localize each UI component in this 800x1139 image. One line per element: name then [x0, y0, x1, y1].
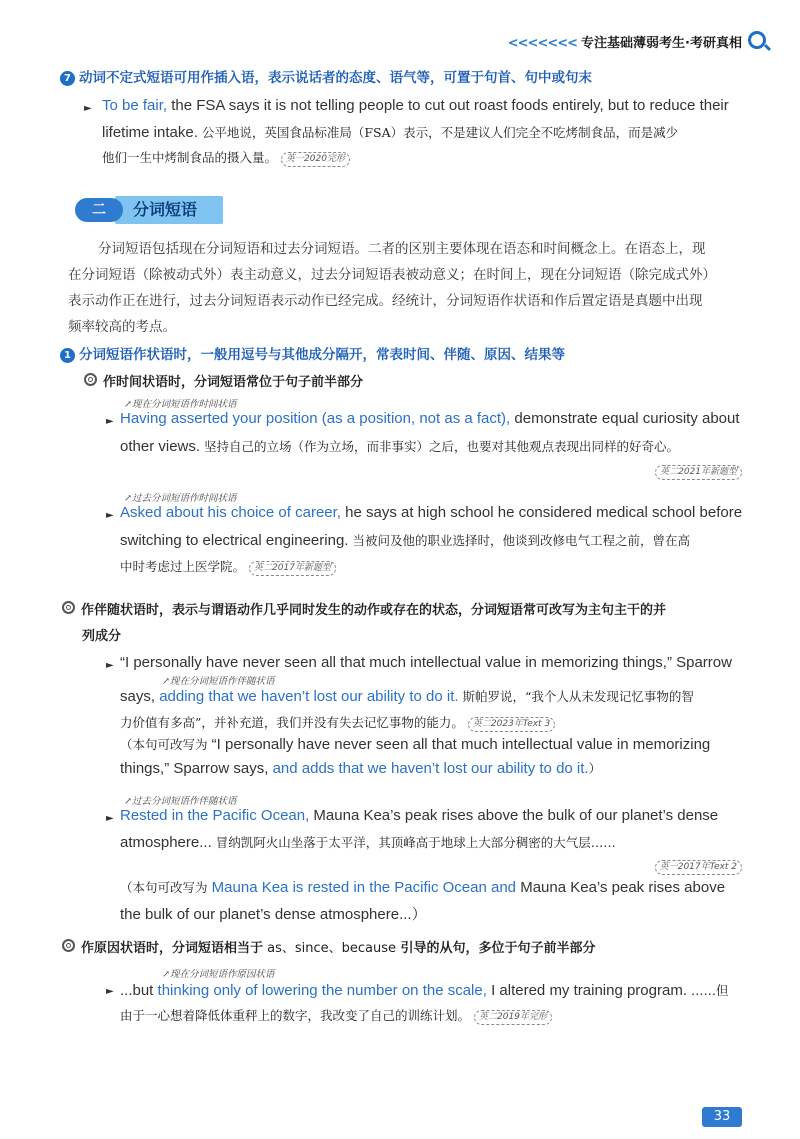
- example-6-highlight: thinking only of lowering the number on the scale,: [157, 982, 487, 999]
- sub-accomp-text-1: 作伴随状语时，表示与谓语动作几乎同时发生的动作或存在的状态，分词短语常可改写为主句主干的并: [81, 603, 667, 618]
- intro-text-2: 在分词短语（除被动式外）表主动意义，过去分词短语表被动意义；在时间上，现在分词短语（除完成式外）: [68, 267, 716, 283]
- running-header: [508, 32, 742, 51]
- example-4-line-3: [120, 712, 555, 732]
- intro-text-1: 分词短语包括现在分词短语和过去分词短语。二者的区别主要体现在语态和时间概念上。在语态上，现: [98, 241, 706, 257]
- example-4-line-1: [120, 654, 732, 671]
- example-3-line-3: [120, 556, 336, 576]
- bullet-icon: ►: [84, 103, 92, 114]
- example-1-zh-2: 他们一生中烤制食品的摄入量。: [102, 150, 278, 165]
- ring-bullet-icon: [62, 601, 75, 614]
- example-3-en-2: switching to electrical engineering.: [120, 532, 349, 549]
- bullet-icon: ►: [106, 813, 114, 824]
- example-4-en: “I personally have never seen all that much intellectual value in memorizing things,” Sparrow: [120, 654, 732, 671]
- note-text: 现在分词短语作原因状语: [169, 969, 275, 980]
- rewrite-en-2: the bulk of our planet’s dense atmosphere...）: [120, 906, 427, 923]
- source-tag: 英一2017年Text 2: [655, 860, 742, 875]
- ring-bullet-icon: [84, 373, 97, 386]
- sub-heading-time: [84, 371, 363, 390]
- example-5-highlight: Rested in the Pacific Ocean,: [120, 807, 310, 824]
- annotation-note: ↗现在分词短语作时间状语: [124, 399, 237, 410]
- bullet-icon: ►: [106, 986, 114, 997]
- point-number-badge: 1: [60, 348, 75, 363]
- source-tag: 英二2019年完形: [474, 1010, 552, 1025]
- source-tag: 英二2017年新题型: [249, 561, 336, 576]
- note-text: 现在分词短语作时间状语: [131, 399, 237, 410]
- ring-bullet-icon: [62, 939, 75, 952]
- sub-heading-accompany: [62, 599, 666, 618]
- intro-text-3: 表示动作正在进行，过去分词短语表示动作已经完成。经统计，分词短语作状语和作后置定语是真题中出现: [68, 293, 703, 309]
- example-4-rewrite-1: [120, 734, 710, 753]
- example-1-en-2: lifetime intake.: [102, 124, 198, 141]
- example-1-highlight: To be fair,: [102, 97, 168, 114]
- example-1-en: the FSA says it is not telling people to cut out roast foods entirely, but to reduce their: [167, 97, 729, 114]
- example-6-en: I altered my training program.: [486, 982, 687, 999]
- example-2-line-2: [120, 436, 679, 455]
- example-5-line-1: [120, 807, 718, 824]
- sub-reason-text-a: 作原因状语时，分词短语相当于: [81, 941, 264, 956]
- rewrite-end: ）: [588, 761, 602, 776]
- source-tag-wrap: [651, 855, 742, 875]
- rewrite-label: （本句可改写为: [120, 880, 208, 895]
- source-tag-wrap: [651, 460, 742, 480]
- intro-line-3: [68, 288, 728, 315]
- example-2-zh: 坚持自己的立场（作为立场，而非事实）之后，也要对其他观点表现出同样的好奇心。: [200, 439, 680, 454]
- example-5-en: Mauna Kea’s peak rises above the bulk of our planet’s dense: [309, 807, 719, 824]
- note-text: 现在分词短语作伴随状语: [169, 676, 275, 687]
- sub-reason-text-c: 引导的从句，多位于句子前半部分: [396, 941, 596, 956]
- example-6-line-2: [120, 1005, 552, 1025]
- example-5-rewrite-1: [120, 877, 725, 896]
- point-1-heading: [60, 343, 565, 363]
- source-tag: 英一2020完形: [281, 152, 350, 167]
- rewrite-en: Mauna Kea’s peak rises above: [516, 879, 726, 896]
- example-3-line-2: [120, 530, 690, 549]
- example-5-line-2: [120, 832, 616, 851]
- bullet-icon: ►: [106, 416, 114, 427]
- note-text: 过去分词短语作伴随状语: [131, 796, 237, 807]
- example-5-rewrite-2: [120, 903, 427, 924]
- example-1-line-2: [102, 122, 678, 141]
- annotation-note: ↗现在分词短语作伴随状语: [162, 676, 275, 687]
- source-tag: 英二2023年Text 3: [468, 717, 555, 732]
- bullet-icon: ►: [106, 660, 114, 671]
- example-4-rewrite-2: [120, 758, 601, 777]
- example-3-en: he says at high school he considered medical school before: [340, 504, 743, 521]
- example-5-en-2: atmosphere...: [120, 834, 212, 851]
- example-2-line-1: [120, 410, 740, 427]
- rewrite-en: “I personally have never seen all that much intellectual value in memorizing: [207, 736, 711, 753]
- bullet-icon: ►: [106, 510, 114, 521]
- page-number: 33: [702, 1107, 742, 1127]
- example-5-zh: 冒纳凯阿火山坐落于太平洋，其顶峰高于地球上大部分稠密的大气层……: [211, 835, 616, 850]
- example-6-en-pre: ...but: [120, 982, 158, 999]
- example-2-en: demonstrate equal curiosity about: [510, 410, 740, 427]
- example-4-highlight: adding that we haven’t lost our ability to do it.: [159, 688, 459, 705]
- sub-time-text: 作时间状语时，分词短语常位于句子前半部分: [103, 375, 364, 390]
- note-text: 过去分词短语作时间状语: [131, 493, 237, 504]
- header-title: 专注基础薄弱考生: [581, 36, 686, 51]
- section-number: 二: [75, 198, 123, 222]
- example-6-zh: 由于一心想着降低体重秤上的数字，我改变了自己的训练计划。: [120, 1008, 471, 1023]
- intro-line-1: [98, 236, 758, 263]
- example-4-zh-2: 力价值有多高”，并补充道，我们并没有失去记忆事物的能力。: [120, 715, 464, 730]
- sub-heading-reason: [62, 937, 596, 956]
- example-1-line-3: [102, 147, 350, 167]
- point-1-text: 分词短语作状语时，一般用逗号与其他成分隔开，常表时间、伴随、原因、结果等: [79, 347, 565, 363]
- search-icon: [748, 31, 766, 49]
- point-7-text: 动词不定式短语可用作插入语，表示说话者的态度、语气等，可置于句首、句中或句末: [79, 70, 592, 86]
- example-3-line-1: [120, 504, 742, 521]
- example-4-en-2: says,: [120, 688, 160, 705]
- sub-reason-text-b: as、since、because: [263, 941, 397, 956]
- annotation-note: ↗现在分词短语作原因状语: [162, 969, 275, 980]
- sub-accomp-text-2: 列成分: [82, 629, 122, 644]
- example-6-zh-0: ……但: [687, 983, 729, 998]
- example-4-zh: 斯帕罗说，“我个人从未发现记忆事物的智: [458, 689, 694, 704]
- example-4-line-2: [120, 686, 694, 705]
- arrows-decoration: <<<<<<<: [507, 36, 578, 51]
- intro-text-4: 频率较高的考点。: [68, 319, 176, 335]
- sub-heading-accompany-2: [82, 625, 121, 644]
- rewrite-en-2: things,” Sparrow says,: [120, 760, 273, 777]
- example-1-zh: 公平地说，英国食品标准局（FSA）表示，不是建议人们完全不吃烤制食品，而是减少: [197, 125, 679, 140]
- example-6-line-1: [120, 980, 728, 999]
- example-3-highlight: Asked about his choice of career,: [120, 504, 341, 521]
- example-2-highlight: Having asserted your position (as a position, not as a fact),: [120, 410, 511, 427]
- example-3-zh-2: 中时考虑过上医学院。: [120, 559, 246, 574]
- header-separator: ·: [685, 36, 690, 51]
- example-1-line-1: [102, 97, 729, 114]
- rewrite-highlight: Mauna Kea is rested in the Pacific Ocean and: [207, 879, 517, 896]
- example-2-en-2: other views.: [120, 438, 201, 455]
- example-3-zh: 当被问及他的职业选择时，他谈到改修电气工程之前，曾在高: [348, 533, 690, 548]
- point-7-heading: [60, 66, 592, 86]
- intro-line-2: [68, 262, 728, 289]
- intro-line-4: [68, 314, 728, 341]
- annotation-note: ↗过去分词短语作伴随状语: [124, 796, 237, 807]
- rewrite-label: （本句可改写为: [120, 737, 208, 752]
- source-tag: 英二2021年新题型: [655, 465, 742, 480]
- section-title: 分词短语: [115, 196, 223, 224]
- point-number-badge: 7: [60, 71, 75, 86]
- rewrite-highlight: and adds that we haven’t lost our ability to do it.: [272, 760, 589, 777]
- annotation-note: ↗过去分词短语作时间状语: [124, 493, 237, 504]
- header-subtitle: 考研真相: [689, 36, 742, 51]
